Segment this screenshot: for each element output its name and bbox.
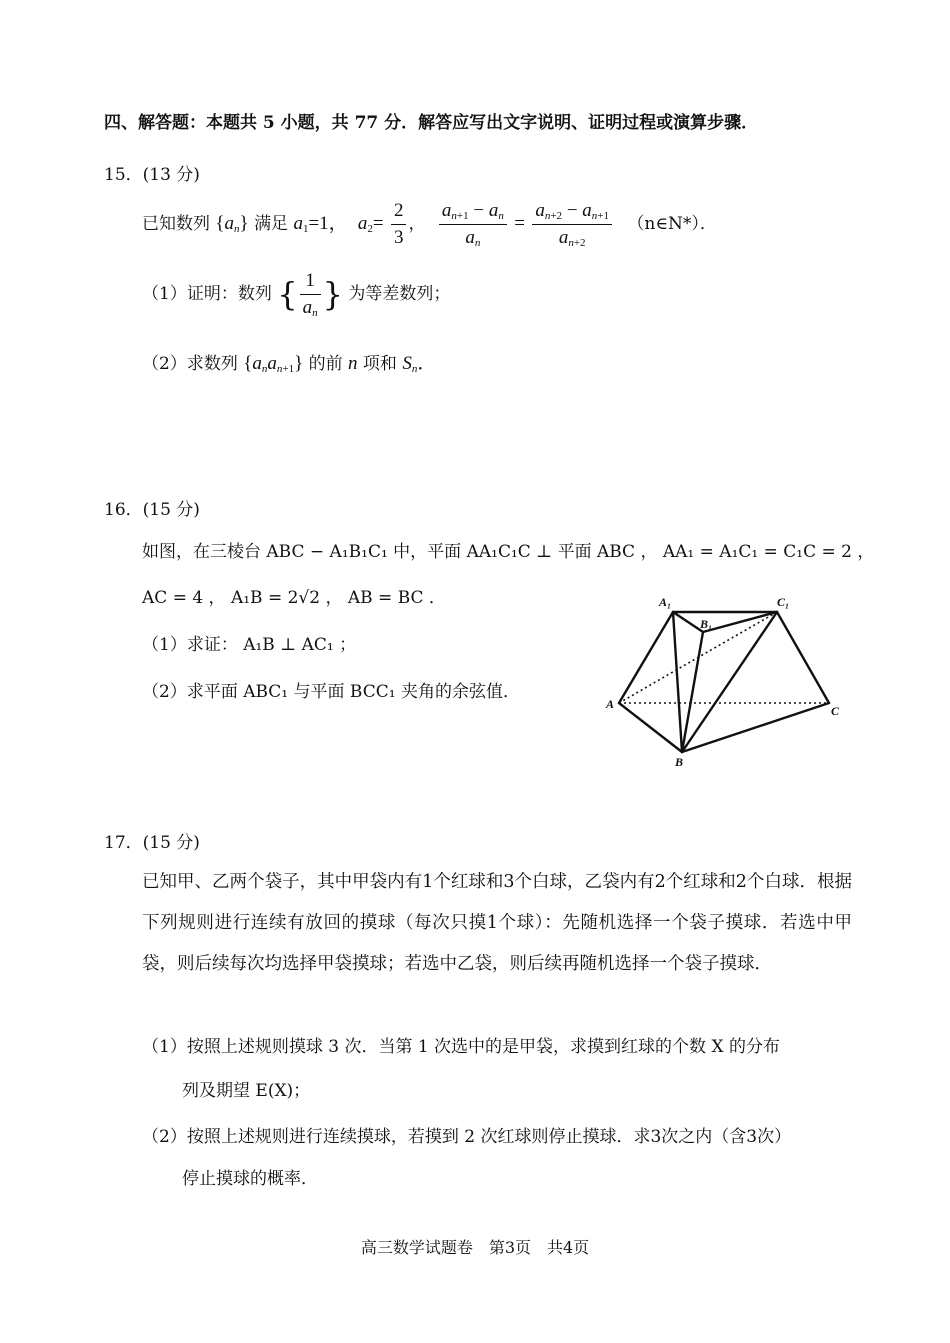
segment-BC1 — [682, 612, 777, 752]
frustum-figure — [595, 590, 855, 775]
a1-expr: $a_1=1$， — [293, 213, 348, 235]
q15-stem: 已知数列 $\{a_n\}$ 满足 $a_1=1$， $a_2=$ $\frac{2}{3}$ ， $\frac{a_{n+1} - a_n}{a_n}$ = $\frac{a_{n+2} - a_{n+1}}{a_{n+2}}$ （n∈N*）． — [142, 200, 717, 249]
sequence-an: $\{a_n\}$ — [215, 213, 249, 235]
a2-expr: $a_2=$ — [357, 213, 384, 235]
label-B1: B₁ — [700, 617, 713, 631]
q15-part1-prefix: （1）证明：数列 — [142, 284, 272, 304]
edge-BB1 — [682, 632, 703, 752]
label-C: C — [831, 704, 840, 718]
q15-stem-prefix: 已知数列 — [142, 214, 210, 234]
edge-AB — [619, 703, 682, 752]
q16-part1: （1）求证： A₁B ⊥ AC₁ ； — [142, 635, 357, 655]
q17-part2-line2: 停止摸球的概率． — [182, 1169, 318, 1189]
q15-part2-n: n — [348, 353, 358, 374]
q15-header — [104, 160, 200, 185]
recurrence-right: $\frac{a_{n+2} - a_{n+1}}{a_{n+2}}$ — [532, 200, 612, 249]
recurrence-left: $\frac{a_{n+1} - a_n}{a_n}$ — [439, 200, 507, 249]
q17-part1-line2: 列及期望 E(X)； — [182, 1081, 311, 1101]
a2-num: 2 — [391, 200, 407, 225]
edge-A1B1 — [673, 612, 703, 632]
q16-header — [104, 495, 200, 520]
page-footer: 高三数学试题卷 第3页 共4页 — [360, 1238, 590, 1257]
q16-line1: 如图，在三棱台 ABC − A₁B₁C₁ 中，平面 AA₁C₁C ⊥ 平面 ABC ， AA₁ = A₁C₁ = C₁C = 2 ， — [142, 542, 875, 562]
a2-den: 3 — [393, 227, 404, 248]
q15-points: (13 分) — [142, 165, 200, 185]
q16-number: 16． — [104, 500, 143, 520]
q15-part2-prefix: （2）求数列 — [142, 354, 238, 374]
label-B: B — [675, 755, 684, 769]
q17-header — [104, 828, 200, 853]
q15-condition: （n∈N*）． — [627, 214, 717, 234]
label-A1: A₁ — [659, 595, 672, 609]
a2-fraction — [391, 200, 407, 249]
q17-paragraph: 已知甲、乙两个袋子，其中甲袋内有1个红球和3个白球，乙袋内有2个红球和2个白球．根据下列规则进行连续有放回的摸球（每次只摸1个球）：先随机选择一个袋子摸球．若选中甲袋，则后续每次均选择甲袋摸球；若选中乙袋，则后续再随机选择一个袋子摸球． — [142, 872, 852, 974]
q15-part2-middle: 的前 — [308, 354, 343, 374]
sum-Sn: $S_n$． — [402, 353, 437, 375]
q17-number: 17． — [104, 833, 143, 853]
q15-part1-suffix: 为等差数列； — [348, 284, 451, 304]
label-A: A — [606, 697, 615, 711]
a1-value: =1， — [308, 213, 348, 234]
q16-part2: （2）求平面 ABC₁ 与平面 BCC₁ 夹角的余弦值． — [142, 682, 520, 702]
product-sequence: $\{a_na_{n+1}\}$ — [243, 353, 304, 375]
q17-points: (15 分) — [142, 833, 200, 853]
q15-stem-satisfy: 满足 — [254, 214, 289, 234]
edge-AA1 — [619, 612, 673, 703]
edge-BC — [682, 703, 829, 752]
edge-CC1 — [777, 612, 829, 703]
hidden-segment-AC1 — [619, 612, 777, 703]
q17-part2-line1: （2）按照上述规则进行连续摸球，若摸到 2 次红球则停止摸球．求3次之内（含3次） — [142, 1127, 792, 1147]
q17-part1-line1: （1）按照上述规则摸球 3 次．当第 1 次选中的是甲袋，求摸到红球的个数 X 的分布 — [142, 1037, 780, 1057]
q16-line2: AC = 4 ， A₁B = 2√2 ， AB = BC ． — [142, 588, 446, 608]
q15-part2-suffix: 项和 — [362, 354, 397, 374]
q15-number: 15． — [104, 165, 143, 185]
section-title: 四、解答题：本题共 5 小题，共 77 分．解答应写出文字说明、证明过程或演算步骤． — [104, 113, 759, 133]
segment-A1B — [673, 612, 682, 752]
a2-eq: = — [372, 213, 384, 234]
label-C1: C₁ — [777, 595, 790, 609]
q15-part2 — [142, 348, 436, 375]
q16-points: (15 分) — [142, 500, 200, 520]
reciprocal-an: $\frac{1}{a_n}$ — [300, 270, 321, 319]
q15-part1: （1）证明：数列 { $\frac{1}{a_n}$ } 为等差数列； — [142, 270, 451, 319]
